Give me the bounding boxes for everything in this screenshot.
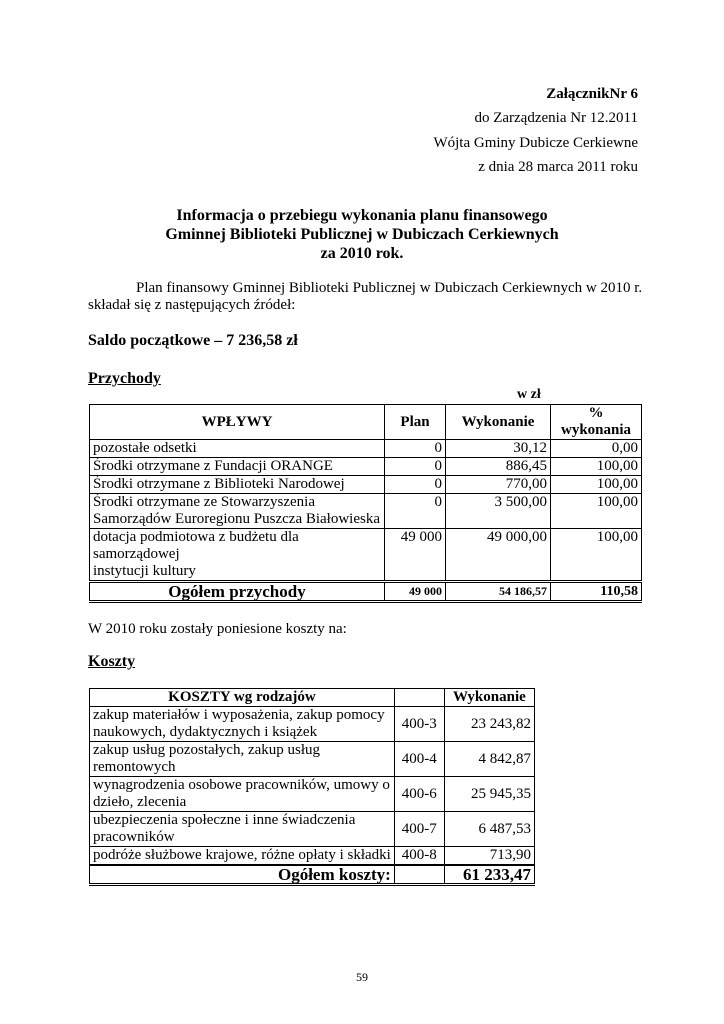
income-row — [90, 529, 642, 582]
costs-heading: Koszty — [88, 653, 136, 670]
costs-row-name-line1: zakup usług pozostałych, zakup usług — [93, 742, 321, 758]
costs-row-code: 400-6 — [394, 777, 444, 812]
income-total-plan: 49 000 — [385, 582, 446, 602]
income-row-plan: 0 — [385, 458, 446, 476]
income-row-name-line1: Środki otrzymane ze Stowarzyszenia — [93, 494, 316, 510]
income-row-name: pozostałe odsetki — [90, 440, 385, 458]
costs-row — [90, 742, 535, 777]
costs-row-exec: 6 487,53 — [444, 812, 534, 847]
income-row-name-line2: instytucji kultury — [93, 563, 196, 579]
income-row-pct: 0,00 — [551, 440, 642, 458]
income-col-pct-line2: wykonania — [560, 422, 632, 438]
document-title-line-2: Gminnej Biblioteki Publicznej w Dubiczach Cerkiewnych — [165, 226, 559, 243]
intro-line-1: Plan finansowy Gminnej Biblioteki Publicznej w Dubiczach Cerkiewnych w 2010 r. — [136, 280, 643, 296]
income-total-row — [90, 582, 642, 602]
costs-row-name-line1: ubezpieczenia społeczne i inne świadczenia — [93, 812, 356, 828]
costs-row-name — [90, 812, 395, 847]
income-col-name: WPŁYWY — [90, 405, 385, 440]
costs-col-code — [394, 689, 444, 707]
costs-header-row — [90, 689, 535, 707]
costs-total-row — [90, 865, 535, 885]
income-col-pct — [551, 405, 642, 440]
costs-row — [90, 777, 535, 812]
income-row-exec: 30,12 — [446, 440, 551, 458]
attachment-number: ZałącznikNr 6 — [546, 86, 638, 102]
income-row-pct: 100,00 — [551, 476, 642, 494]
income-row-name: Środki otrzymane z Fundacji ORANGE — [90, 458, 385, 476]
income-row-name-line1: dotacja podmiotowa z budżetu dla samorządowej — [93, 529, 299, 562]
income-header-row — [90, 405, 642, 440]
income-row-name — [90, 529, 385, 582]
costs-total-exec: 61 233,47 — [444, 865, 534, 885]
costs-table — [89, 688, 535, 886]
costs-row-name — [90, 742, 395, 777]
income-row-exec: 886,45 — [446, 458, 551, 476]
costs-row-code: 400-4 — [394, 742, 444, 777]
income-row — [90, 440, 642, 458]
income-row-exec: 770,00 — [446, 476, 551, 494]
costs-row-code: 400-3 — [394, 707, 444, 742]
income-row-pct: 100,00 — [551, 458, 642, 476]
intro-line-2: składał się z następujących źródeł: — [88, 297, 296, 313]
costs-row-name-line2: pracowników — [93, 829, 175, 845]
income-col-plan: Plan — [385, 405, 446, 440]
costs-row — [90, 847, 535, 866]
income-row-plan: 0 — [385, 476, 446, 494]
costs-intro: W 2010 roku zostały poniesione koszty na: — [88, 621, 347, 637]
income-row-pct: 100,00 — [551, 494, 642, 529]
costs-total-code — [394, 865, 444, 885]
income-col-pct-line1: % — [588, 405, 604, 421]
costs-row-exec: 23 243,82 — [444, 707, 534, 742]
issuer-reference: Wójta Gminy Dubicze Cerkiewne — [433, 135, 638, 151]
income-unit: w zł — [517, 387, 541, 402]
costs-row — [90, 812, 535, 847]
opening-balance: Saldo początkowe – 7 236,58 zł — [88, 332, 298, 349]
costs-row-name: podróże służbowe krajowe, różne opłaty i składki — [90, 847, 395, 866]
income-row-name: Środki otrzymane z Biblioteki Narodowej — [90, 476, 385, 494]
ordinance-reference: do Zarządzenia Nr 12.2011 — [474, 110, 638, 126]
income-total-label: Ogółem przychody — [90, 582, 385, 602]
costs-total-label: Ogółem koszty: — [90, 865, 395, 885]
document-title-line-3: za 2010 rok. — [320, 245, 404, 262]
document-title-line-1: Informacja o przebiegu wykonania planu finansowego — [176, 207, 548, 224]
costs-row-code: 400-7 — [394, 812, 444, 847]
costs-row-name — [90, 707, 395, 742]
income-row-plan: 0 — [385, 494, 446, 529]
costs-row-name-line2: naukowych, dydaktycznych i książek — [93, 724, 318, 740]
income-row-pct: 100,00 — [551, 529, 642, 582]
issue-date: z dnia 28 marca 2011 roku — [478, 159, 638, 175]
page-number: 59 — [356, 970, 368, 984]
costs-row-name-line2: dzieło, zlecenia — [93, 794, 187, 810]
income-row-plan: 49 000 — [385, 529, 446, 582]
income-row-name-line2: Samorządów Euroregionu Puszcza Białowieska — [93, 511, 380, 527]
costs-row-exec: 713,90 — [444, 847, 534, 866]
income-heading: Przychody — [88, 370, 161, 387]
costs-row — [90, 707, 535, 742]
income-total-exec: 54 186,57 — [446, 582, 551, 602]
income-row — [90, 458, 642, 476]
income-col-exec: Wykonanie — [446, 405, 551, 440]
costs-row-name-line2: remontowych — [93, 759, 176, 775]
costs-row-exec: 25 945,35 — [444, 777, 534, 812]
income-row-plan: 0 — [385, 440, 446, 458]
income-row — [90, 494, 642, 529]
costs-row-name-line1: wynagrodzenia osobowe pracowników, umowy o — [93, 777, 390, 793]
costs-row-name — [90, 777, 395, 812]
costs-row-exec: 4 842,87 — [444, 742, 534, 777]
costs-row-code: 400-8 — [394, 847, 444, 866]
income-table — [89, 404, 642, 603]
costs-col-exec: Wykonanie — [444, 689, 534, 707]
income-row — [90, 476, 642, 494]
income-row-exec: 3 500,00 — [446, 494, 551, 529]
costs-row-name-line1: zakup materiałów i wyposażenia, zakup pomocy — [93, 707, 385, 723]
income-row-name — [90, 494, 385, 529]
costs-col-name: KOSZTY wg rodzajów — [90, 689, 395, 707]
income-row-exec: 49 000,00 — [446, 529, 551, 582]
income-total-pct: 110,58 — [551, 582, 642, 602]
